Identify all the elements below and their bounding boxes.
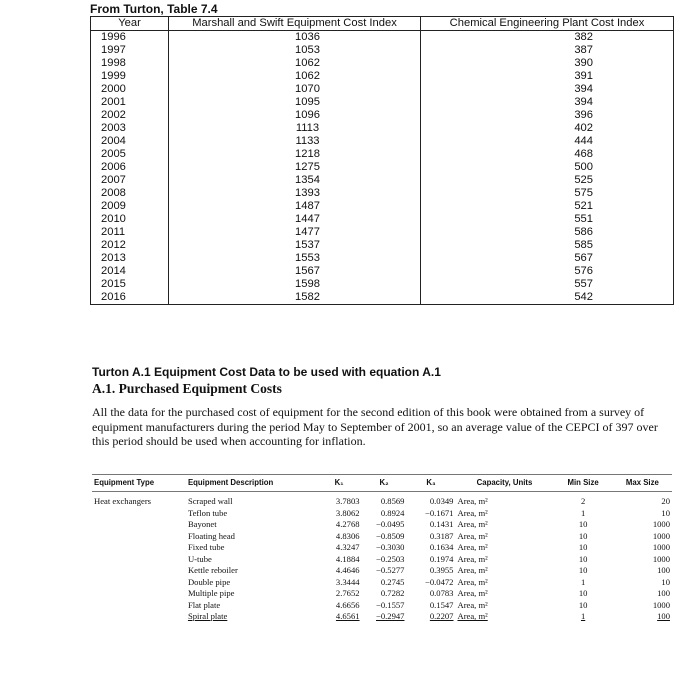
k1-cell: 2.7652 [335, 588, 360, 598]
max-size-cell: 100 [657, 588, 670, 598]
k2-cell: 0.2745 [380, 576, 405, 587]
min-size-cell: 1 [580, 507, 586, 518]
max-size-cell: 100 [657, 611, 670, 621]
max-size-cell: 10 [661, 576, 670, 587]
k3-cell: 0.1431 [429, 519, 454, 529]
column-header-k2: K₂ [362, 475, 407, 492]
max-size-cell: 10 [661, 507, 670, 518]
max-size-cell: 1000 [652, 553, 670, 564]
k1-cell: 4.1884 [335, 553, 360, 564]
marshall-swift-cell: 1447 [169, 213, 421, 226]
capacity-units-cell: Area, m² [457, 496, 488, 506]
marshall-swift-cell: 1567 [169, 265, 421, 278]
max-size-cell: 1000 [652, 519, 670, 529]
table-row [91, 213, 674, 226]
table-row [92, 600, 672, 612]
cepci-cell: 396 [421, 109, 674, 122]
capacity-units-cell: Area, m² [457, 530, 488, 541]
equipment-type-cell [92, 519, 186, 531]
year-cell: 2011 [91, 226, 169, 239]
k2-cell: 0.8569 [380, 496, 405, 506]
year-cell: 2016 [91, 291, 169, 305]
cepci-cell: 468 [421, 148, 674, 161]
equipment-description-cell: U-tube [187, 553, 212, 564]
marshall-swift-cell: 1095 [169, 96, 421, 109]
column-header-equipment-description: Equipment Description [186, 475, 317, 492]
marshall-swift-cell: 1582 [169, 291, 421, 305]
equipment-type-cell [92, 577, 186, 589]
k2-cell: −0.1557 [376, 599, 405, 610]
equipment-type-cell: Heat exchangers [94, 496, 152, 506]
table-7-4-title: From Turton, Table 7.4 [90, 2, 218, 16]
table-row [91, 161, 674, 174]
marshall-swift-cell: 1275 [169, 161, 421, 174]
k1-cell: 4.8306 [335, 530, 360, 541]
year-cell: 2010 [91, 213, 169, 226]
k3-cell: 0.3955 [429, 565, 454, 575]
year-cell: 2015 [91, 278, 169, 291]
cepci-cell: 585 [421, 239, 674, 252]
marshall-swift-cell: 1537 [169, 239, 421, 252]
cepci-cell: 402 [421, 122, 674, 135]
min-size-cell: 10 [578, 588, 588, 598]
equipment-type-cell [92, 600, 186, 612]
table-row [91, 44, 674, 57]
capacity-units-cell: Area, m² [457, 553, 488, 564]
k3-cell: 0.3187 [429, 530, 454, 541]
k2-cell: 0.7282 [380, 588, 405, 598]
min-size-cell: 10 [578, 519, 588, 529]
table-row [92, 531, 672, 543]
cost-index-table [90, 16, 674, 305]
marshall-swift-cell: 1553 [169, 252, 421, 265]
column-header-min-size: Min Size [554, 475, 613, 492]
marshall-swift-cell: 1477 [169, 226, 421, 239]
equipment-description-cell: Fixed tube [187, 542, 225, 552]
table-row [91, 57, 674, 70]
marshall-swift-cell: 1598 [169, 278, 421, 291]
marshall-swift-cell: 1133 [169, 135, 421, 148]
marshall-swift-cell: 1096 [169, 109, 421, 122]
cepci-cell: 500 [421, 161, 674, 174]
marshall-swift-cell: 1062 [169, 57, 421, 70]
cepci-cell: 387 [421, 44, 674, 57]
column-header-year: Year [91, 17, 169, 31]
table-row [91, 226, 674, 239]
cepci-cell: 391 [421, 70, 674, 83]
min-size-cell: 10 [578, 553, 588, 564]
equipment-description-cell: Double pipe [187, 576, 231, 587]
cepci-cell: 557 [421, 278, 674, 291]
year-cell: 2002 [91, 109, 169, 122]
column-header-capacity-units: Capacity, Units [455, 475, 553, 492]
min-size-cell: 10 [578, 565, 588, 575]
equipment-description-cell: Floating head [187, 530, 235, 541]
marshall-swift-cell: 1218 [169, 148, 421, 161]
cepci-cell: 444 [421, 135, 674, 148]
k2-cell: −0.3030 [376, 542, 405, 552]
year-cell: 2004 [91, 135, 169, 148]
table-row [91, 83, 674, 96]
year-cell: 2003 [91, 122, 169, 135]
cepci-cell: 551 [421, 213, 674, 226]
k1-cell: 3.7803 [335, 496, 360, 506]
k1-cell: 3.3444 [335, 576, 360, 587]
capacity-units-cell: Area, m² [457, 519, 488, 529]
equipment-type-cell [92, 542, 186, 554]
k2-cell: 0.8924 [380, 507, 405, 518]
k3-cell: 0.1547 [429, 599, 454, 610]
marshall-swift-cell: 1393 [169, 187, 421, 200]
k2-cell: −0.2503 [376, 553, 405, 564]
cepci-cell: 382 [421, 31, 674, 45]
year-cell: 2012 [91, 239, 169, 252]
cepci-cell: 390 [421, 57, 674, 70]
equipment-description-cell: Bayonet [187, 519, 217, 529]
k2-cell: −0.8509 [376, 530, 405, 541]
section-paragraph: All the data for the purchased cost of equipment for the second edition of this book were obtained from a survey of equipment manufacturers during the period May to September of 2001, so an average value of the CEPCI of 397 over this period should be used when accounting for inflation. [92, 405, 658, 448]
cepci-cell: 576 [421, 265, 674, 278]
table-row [91, 122, 674, 135]
equipment-type-cell [92, 611, 186, 623]
k3-cell: −0.1671 [425, 507, 454, 518]
k1-cell: 4.6656 [335, 599, 360, 610]
year-cell: 1998 [91, 57, 169, 70]
year-cell: 1999 [91, 70, 169, 83]
equipment-description-cell: Multiple pipe [187, 588, 235, 598]
equipment-description-cell: Flat plate [187, 599, 221, 610]
min-size-cell: 2 [580, 496, 586, 506]
cost-index-header-row [91, 17, 674, 31]
marshall-swift-cell: 1062 [169, 70, 421, 83]
table-row [92, 588, 672, 600]
k3-cell: 0.0349 [429, 496, 454, 506]
cepci-cell: 575 [421, 187, 674, 200]
equipment-type-cell [92, 554, 186, 566]
cepci-cell: 394 [421, 96, 674, 109]
min-size-cell: 1 [580, 576, 586, 587]
table-row [91, 70, 674, 83]
capacity-units-cell: Area, m² [457, 611, 488, 621]
marshall-swift-cell: 1354 [169, 174, 421, 187]
column-header-k1: K₁ [317, 475, 362, 492]
table-row [91, 135, 674, 148]
equipment-description-cell: Spiral plate [187, 611, 228, 621]
year-cell: 2001 [91, 96, 169, 109]
cepci-cell: 525 [421, 174, 674, 187]
capacity-units-cell: Area, m² [457, 542, 488, 552]
marshall-swift-cell: 1113 [169, 122, 421, 135]
capacity-units-cell: Area, m² [457, 599, 488, 610]
column-header-k3: K₃ [406, 475, 455, 492]
equipment-header-row [92, 475, 672, 492]
k3-cell: 0.0783 [429, 588, 454, 598]
equipment-type-cell [92, 588, 186, 600]
year-cell: 1997 [91, 44, 169, 57]
year-cell: 2008 [91, 187, 169, 200]
table-row [91, 174, 674, 187]
table-row [92, 542, 672, 554]
k3-cell: 0.1634 [429, 542, 454, 552]
table-row [91, 265, 674, 278]
year-cell: 2014 [91, 265, 169, 278]
year-cell: 2009 [91, 200, 169, 213]
table-row [91, 31, 674, 45]
k2-cell: −0.2947 [376, 611, 405, 621]
table-row [91, 252, 674, 265]
table-row [92, 554, 672, 566]
k2-cell: −0.0495 [376, 519, 405, 529]
k2-cell: −0.5277 [376, 565, 405, 575]
section-heading: A.1. Purchased Equipment Costs [92, 381, 282, 396]
table-row [91, 96, 674, 109]
table-a1-title: Turton A.1 Equipment Cost Data to be used with equation A.1 [92, 365, 441, 379]
year-cell: 2007 [91, 174, 169, 187]
cepci-cell: 542 [421, 291, 674, 305]
k1-cell: 4.4646 [335, 565, 360, 575]
column-header-marshall-swift: Marshall and Swift Equipment Cost Index [169, 17, 421, 31]
table-row [92, 577, 672, 589]
table-row [92, 492, 672, 508]
k1-cell: 4.2768 [335, 519, 360, 529]
max-size-cell: 100 [657, 565, 670, 575]
cepci-cell: 521 [421, 200, 674, 213]
min-size-cell: 10 [578, 530, 588, 541]
column-header-max-size: Max Size [613, 475, 672, 492]
min-size-cell: 10 [578, 599, 588, 610]
table-row [92, 508, 672, 520]
max-size-cell: 1000 [652, 530, 670, 541]
max-size-cell: 1000 [652, 542, 670, 552]
equipment-description-cell: Kettle reboiler [187, 565, 238, 575]
column-header-equipment-type: Equipment Type [92, 475, 186, 492]
year-cell: 2006 [91, 161, 169, 174]
max-size-cell: 1000 [652, 599, 670, 610]
equipment-cost-table [92, 474, 672, 623]
table-row [91, 278, 674, 291]
k3-cell: −0.0472 [425, 576, 454, 587]
table-row [92, 611, 672, 623]
k3-cell: 0.1974 [429, 553, 454, 564]
cepci-cell: 567 [421, 252, 674, 265]
equipment-type-cell [92, 565, 186, 577]
marshall-swift-cell: 1070 [169, 83, 421, 96]
cepci-cell: 586 [421, 226, 674, 239]
table-row [91, 239, 674, 252]
capacity-units-cell: Area, m² [457, 588, 488, 598]
equipment-description-cell: Scraped wall [187, 496, 233, 506]
capacity-units-cell: Area, m² [457, 565, 488, 575]
table-row [92, 565, 672, 577]
year-cell: 2005 [91, 148, 169, 161]
year-cell: 2013 [91, 252, 169, 265]
year-cell: 2000 [91, 83, 169, 96]
capacity-units-cell: Area, m² [457, 576, 488, 587]
equipment-type-cell [92, 531, 186, 543]
k1-cell: 3.8062 [335, 507, 360, 518]
column-header-cepci: Chemical Engineering Plant Cost Index [421, 17, 674, 31]
table-row [92, 519, 672, 531]
min-size-cell: 10 [578, 542, 588, 552]
k1-cell: 4.3247 [335, 542, 360, 552]
marshall-swift-cell: 1036 [169, 31, 421, 45]
k1-cell: 4.6561 [335, 611, 360, 621]
year-cell: 1996 [91, 31, 169, 45]
table-row [91, 109, 674, 122]
equipment-description-cell: Teflon tube [187, 507, 228, 518]
table-row [91, 200, 674, 213]
k3-cell: 0.2207 [429, 611, 454, 621]
min-size-cell: 1 [580, 611, 586, 621]
table-row [91, 187, 674, 200]
marshall-swift-cell: 1053 [169, 44, 421, 57]
capacity-units-cell: Area, m² [457, 507, 488, 518]
equipment-type-cell [92, 508, 186, 520]
table-row [91, 148, 674, 161]
max-size-cell: 20 [661, 496, 670, 506]
table-row [91, 291, 674, 305]
marshall-swift-cell: 1487 [169, 200, 421, 213]
cepci-cell: 394 [421, 83, 674, 96]
